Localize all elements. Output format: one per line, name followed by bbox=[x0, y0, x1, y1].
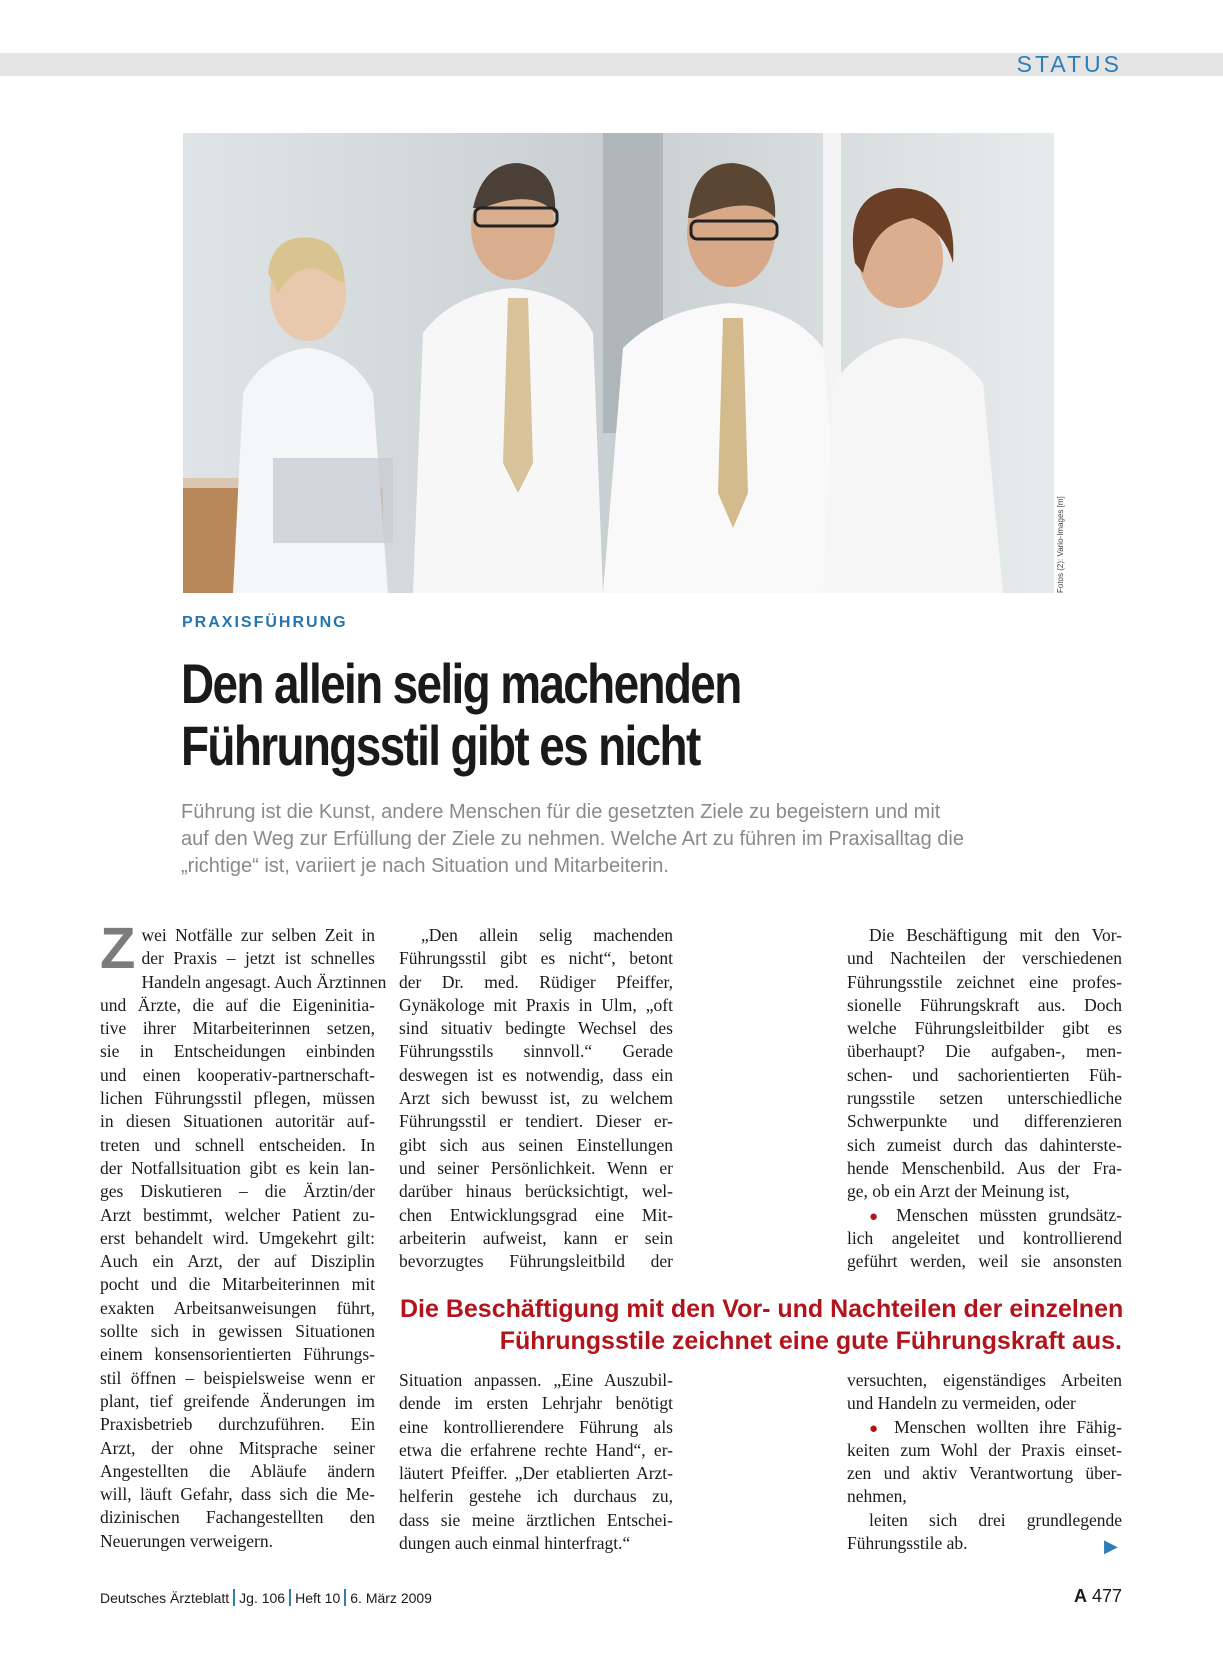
body-line: dass sie meine ärztlichen Entschei- bbox=[399, 1509, 673, 1530]
body-column-2-top bbox=[399, 924, 673, 1273]
body-line: bevorzugtes Führungsleitbild der bbox=[399, 1251, 673, 1272]
lead-line: „richtige“ ist, variiert je nach Situation und Mitarbeiterin. bbox=[181, 855, 669, 877]
footer-divider bbox=[344, 1589, 346, 1606]
body-line: einem konsensorientierten Führungs- bbox=[100, 1344, 375, 1365]
body-line: erst behandelt wird. Umgekehrt gilt: bbox=[100, 1227, 375, 1248]
body-line: Arzt bestimmt, welcher Patient zu- bbox=[100, 1204, 375, 1225]
footer-divider bbox=[233, 1589, 235, 1606]
body-line: und Ärzte, die auf die Eigeninitia- bbox=[100, 994, 375, 1015]
body-line: eine kontrollierendere Führung als bbox=[399, 1416, 673, 1437]
journal-name: Deutsches Ärzteblatt bbox=[100, 1590, 230, 1606]
article-kicker: PRAXISFÜHRUNG bbox=[182, 614, 348, 631]
body-line: hende Menschenbild. Aus der Fra- bbox=[847, 1157, 1122, 1178]
body-line: tive ihrer Mitarbeiterinnen setzen, bbox=[100, 1018, 375, 1039]
body-line: „Den allein selig machenden bbox=[421, 925, 673, 945]
body-line: Führungsstile zeichnet eine profes- bbox=[847, 971, 1122, 992]
bullet-text: Menschen wollten ihre Fähig- bbox=[894, 1416, 1123, 1437]
body-line: will, läuft Gefahr, dass sich die Me- bbox=[100, 1484, 375, 1505]
body-line: ges Diskutieren – die Ärztin/der bbox=[100, 1181, 375, 1202]
body-line: sich zumeist durch das dahinterste- bbox=[847, 1134, 1122, 1155]
body-line: Führungsstil er tendiert. Dieser er- bbox=[399, 1111, 673, 1132]
bullet-icon: ● bbox=[869, 1208, 885, 1225]
body-line: läutert Pfeiffer. „Der etablierten Arzt- bbox=[399, 1463, 673, 1484]
body-line: pocht und die Mitarbeiterinnen mit bbox=[100, 1274, 375, 1295]
body-line: Führungsstils sinnvoll.“ Gerade bbox=[399, 1041, 673, 1062]
body-line: gibt sich aus seinen Einstellungen bbox=[399, 1134, 673, 1155]
photo-credit: Fotos (2): Vario-Images [m] bbox=[1056, 496, 1065, 593]
body-line: und seiner Persönlichkeit. Wenn er bbox=[399, 1157, 673, 1178]
headline-line: Den allein selig machenden bbox=[181, 652, 741, 715]
body-line: wei Notfälle zur selben Zeit in bbox=[141, 925, 375, 945]
body-line: leiten sich drei grundlegende bbox=[869, 1509, 1122, 1530]
article-photo bbox=[183, 133, 1054, 593]
footer-divider bbox=[289, 1589, 291, 1606]
body-line: Handeln angesagt. Auch Ärztinnen bbox=[141, 971, 387, 992]
page-number-value: 477 bbox=[1091, 1586, 1122, 1606]
body-column-3-top bbox=[847, 924, 1122, 1273]
body-line: Arzt, der ohne Mitsprache seiner bbox=[100, 1437, 375, 1458]
body-line: plant, tief greifende Änderungen im bbox=[100, 1390, 375, 1411]
journal-date: 6. März 2009 bbox=[350, 1590, 432, 1606]
body-line: und einen kooperativ-partnerschaft- bbox=[100, 1064, 375, 1085]
body-line: sollte sich in gewissen Situationen bbox=[100, 1321, 375, 1342]
pull-quote-line: Führungsstile zeichnet eine gute Führungskraft aus. bbox=[499, 1327, 1122, 1355]
bullet-icon: ● bbox=[869, 1420, 884, 1437]
body-line: Führungsstile ab. bbox=[847, 1533, 968, 1554]
body-line: Gynäkologe mit Praxis in Ulm, „oft bbox=[399, 994, 673, 1015]
body-line: und Nachteilen der verschiedenen bbox=[847, 948, 1122, 969]
headline-line: Führungsstil gibt es nicht bbox=[181, 714, 700, 777]
body-line: lich angeleitet und kontrollierend bbox=[847, 1227, 1122, 1248]
body-line: exakten Arbeitsanweisungen führt, bbox=[100, 1297, 375, 1318]
body-line: der Dr. med. Rüdiger Pfeiffer, bbox=[399, 971, 673, 992]
body-line: helferin gestehe ich durchaus zu, bbox=[399, 1486, 673, 1507]
body-line: treten und schnell entscheiden. In bbox=[100, 1134, 375, 1155]
body-line: deswegen ist es notwendig, dass ein bbox=[399, 1064, 673, 1085]
body-line: Schwerpunkte und differenzieren bbox=[847, 1111, 1122, 1132]
body-line: Praxisbetrieb durchzuführen. Ein bbox=[100, 1414, 375, 1435]
body-line: überhaupt? Die aufgaben-, men- bbox=[847, 1041, 1122, 1062]
body-line: dungen auch einmal hinterfragt.“ bbox=[399, 1533, 631, 1554]
article-lead bbox=[181, 799, 1061, 880]
page-footer bbox=[100, 1589, 432, 1606]
continue-arrow-icon: ▶ bbox=[1104, 1536, 1118, 1557]
body-line: sionelle Führungskraft aus. Doch bbox=[847, 994, 1122, 1015]
body-line: geführt werden, weil sie ansonsten bbox=[847, 1251, 1122, 1272]
body-line: etwa die erfahrene rechte Hand“, er- bbox=[399, 1439, 673, 1460]
body-line: stil öffnen – beispielsweise wenn er bbox=[100, 1367, 375, 1388]
lead-line: auf den Weg zur Erfüllung der Ziele zu nehmen. Welche Art zu führen im Praxisalltag die bbox=[181, 828, 964, 850]
body-line: versuchten, eigenständiges Arbeiten bbox=[847, 1370, 1122, 1390]
bullet-item bbox=[847, 1204, 1122, 1227]
body-line: und Handeln zu vermeiden, oder bbox=[847, 1393, 1076, 1414]
journal-volume: Jg. 106 bbox=[239, 1590, 286, 1606]
body-column-3-bottom bbox=[847, 1369, 1122, 1555]
body-line: sind situativ bedingte Wechsel des bbox=[399, 1018, 673, 1039]
body-line: keiten zum Wohl der Praxis einset- bbox=[847, 1439, 1122, 1460]
body-line: zen und aktiv Verantwortung über- bbox=[847, 1463, 1122, 1484]
body-line: lichen Führungsstil pflegen, müssen bbox=[100, 1088, 375, 1109]
body-line: Die Beschäftigung mit den Vor- bbox=[869, 925, 1122, 945]
body-column-1 bbox=[100, 916, 387, 1553]
body-line: darüber hinaus berücksichtigt, wel- bbox=[399, 1181, 673, 1202]
pull-quote-line: Die Beschäftigung mit den Vor- und Nachteilen der einzelnen bbox=[400, 1295, 1124, 1323]
body-line: rungsstile setzen unterschiedliche bbox=[847, 1088, 1122, 1109]
body-line: sie in Entscheidungen einbinden bbox=[100, 1041, 375, 1062]
body-line: Arzt sich bewusst ist, zu welchem bbox=[399, 1088, 673, 1109]
body-line: Auch ein Arzt, der auf Disziplin bbox=[100, 1251, 375, 1272]
bullet-text: Menschen müssten grundsätz- bbox=[896, 1204, 1123, 1225]
body-line: welche Führungsleitbilder gibt es bbox=[847, 1018, 1122, 1039]
drop-cap: Z bbox=[100, 916, 136, 981]
page-prefix: A bbox=[1073, 1586, 1087, 1606]
body-line: der Praxis – jetzt ist schnelles bbox=[141, 948, 375, 969]
bullet-item bbox=[847, 1416, 1122, 1439]
body-line: Angestellten die Abläufe ändern bbox=[100, 1460, 375, 1481]
body-line: dende im ersten Lehrjahr benötigt bbox=[399, 1393, 673, 1414]
body-line: Neuerungen verweigern. bbox=[100, 1530, 273, 1551]
body-line: arbeiterin aufweist, kann er sein bbox=[399, 1227, 673, 1248]
journal-issue: Heft 10 bbox=[295, 1590, 341, 1606]
body-line: Situation anpassen. „Eine Auszubil- bbox=[399, 1370, 673, 1390]
body-line: der Notfallsituation gibt es kein lan- bbox=[100, 1157, 375, 1178]
article-headline bbox=[181, 653, 919, 777]
section-label: STATUS bbox=[1016, 51, 1122, 77]
body-line: Führungsstil gibt es nicht“, betont bbox=[399, 948, 673, 969]
body-line: schen- und sachorientierten Füh- bbox=[847, 1064, 1122, 1085]
body-line: dizinischen Fachangestellten den bbox=[100, 1507, 375, 1528]
body-line: chen Entwicklungsgrad eine Mit- bbox=[399, 1204, 673, 1225]
body-line: ge, ob ein Arzt der Meinung ist, bbox=[847, 1181, 1070, 1202]
page-number bbox=[1074, 1586, 1122, 1607]
body-column-2-bottom bbox=[399, 1369, 673, 1555]
body-line: in diesen Situationen autoritär auf- bbox=[100, 1111, 375, 1132]
pull-quote bbox=[400, 1293, 1122, 1357]
body-line: nehmen, bbox=[847, 1486, 907, 1507]
lead-line: Führung ist die Kunst, andere Menschen für die gesetzten Ziele zu begeistern und mit bbox=[181, 801, 941, 823]
